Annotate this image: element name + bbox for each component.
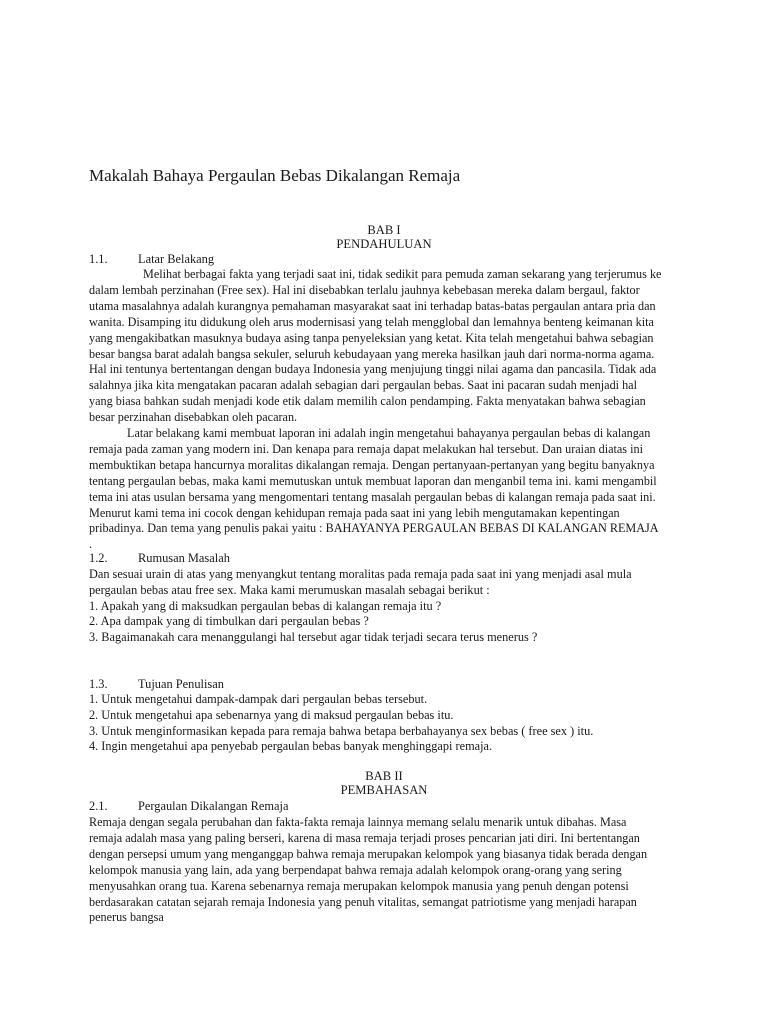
text-line: Melihat berbagai fakta yang terjadi saat ini, tidak sedikit para pemuda zaman sekarang yang terjerumus ke xyxy=(143,267,662,281)
text-line: berdasarakan catatan sejarah remaja Indonesia yang penuh vitalitas, semangat patriotisme yang menjadi harapan xyxy=(89,894,637,909)
section-heading xyxy=(89,551,230,566)
list-item: 2. Untuk mengetahui apa sebenarnya yang di maksud pergaulan bebas itu. xyxy=(89,707,454,722)
text-line: menyusahkan orang tua. Karena sebenarnya remaja merupakan kelompok manusia yang penuh dengan potensi xyxy=(89,878,629,893)
list-item: 1. Untuk mengetahui dampak-dampak dari pergaulan bebas tersebut. xyxy=(89,692,428,706)
list-item: 3. Untuk menginformasikan kepada para remaja bahwa betapa berbahayanya sex bebas ( free sex ) itu. xyxy=(89,723,594,738)
text-line: tentang pergaulan bebas, maka kami memutuskan untuk membuat laporan dan menganbil tema ini. kami mengambil xyxy=(89,473,657,488)
chapter-title: PEMBAHASAN xyxy=(340,783,428,797)
section-title: Rumusan Masalah xyxy=(138,551,230,565)
section-heading xyxy=(89,799,288,814)
text-line: dalam lembah perzinahan (Free sex). Hal ini disebabkan terlalu jauhnya kebebasan mereka dalam bergaul, faktor xyxy=(89,282,640,297)
text-line: dengan persepsi umum yang menganggap bahwa remaja merupakan kelompok yang biasanya tidak berada dengan xyxy=(89,846,648,861)
text-line: utama masalahnya adalah kurangnya pemahaman masyarakat saat ini terhadap batas-batas pergaulan antara pria dan xyxy=(89,298,656,313)
list-item: 2. Apa dampak yang di timbulkan dari pergaulan bebas ? xyxy=(89,614,369,629)
text-line: besar bangsa barat adalah bangsa sekuler, seluruh kebudayaan yang mereka hasilkan jauh dari norma-norma agama. xyxy=(89,346,655,361)
section-number: 1.1. xyxy=(89,252,108,266)
paragraph xyxy=(89,567,632,646)
text-line: penerus bangsa xyxy=(89,910,164,925)
text-line: Dan sesuai urain di atas yang menyangkut tentang moralitas pada remaja pada saat ini yang menjadi asal mula xyxy=(89,567,632,581)
text-line: kelompok manusia yang lain, ada yang berpendapat bahwa remaja adalah kelompok orang-orang yang sering xyxy=(89,862,622,877)
text-line: remaja pada zaman yang modern ini. Dan kenapa para remaja dapat melakukan hal tersebut. Dan uraian diatas ini xyxy=(89,441,643,456)
section-heading xyxy=(89,677,224,692)
text-line: wanita. Disamping itu didukung oleh arus modernisasi yang telah mengglobal dan lemahnya benteng keimanan kita xyxy=(89,314,654,329)
section-number: 1.3. xyxy=(89,677,108,691)
section-heading xyxy=(89,252,214,267)
text-line: besar perzinahan disebabkan oleh pacaran. xyxy=(89,410,298,425)
chapter-number: BAB II xyxy=(365,769,403,783)
list-item: 3. Bagaimanakah cara menanggulangi hal tersebut agar tidak terjadi secara terus menerus ? xyxy=(89,630,538,645)
text-line: pergaulan bebas atau free sex. Maka kami merumuskan masalah sebagai berikut : xyxy=(89,582,490,597)
section-title: Latar Belakang xyxy=(138,252,215,266)
section-title: Tujuan Penulisan xyxy=(138,677,224,691)
chapter-number: BAB I xyxy=(367,223,401,237)
text-line: remaja adalah masa yang paling berseri, karena di masa remaja terjadi proses pencarian jati diri. Ini bertentangan xyxy=(89,830,640,845)
paragraph xyxy=(89,426,689,553)
text-line: tema ini atas usulan bersama yang mengomentari tentang masalah pergaulan bebas di kalangan remaja pada saat ini. xyxy=(89,489,656,504)
list xyxy=(89,692,593,755)
text-line: yang mengakibatkan masuknya budaya asing tanpa penyeleksian yang ketat. Kita telah mengetahui bahwa sebagian xyxy=(89,330,654,345)
document-title: Makalah Bahaya Pergaulan Bebas Dikalangan Remaja xyxy=(89,166,461,185)
text-line: salahnya jika kita mengatakan pacaran adalah sebagian dari pergaulan bebas. Saat ini pacaran sudah menjadi hal xyxy=(89,378,637,393)
paragraph xyxy=(89,267,689,426)
chapter-title: PENDAHULUAN xyxy=(336,237,432,251)
section-title: Pergaulan Dikalangan Remaja xyxy=(138,799,289,813)
text-line: Hal ini tentunya bertentangan dengan budaya Indonesia yang menjujung tinggi nilai agama dan pancasila. Tidak ada xyxy=(89,362,657,377)
text-line: yang biasa bahkan sudah menjadi kode etik dalam memilih calon pendamping. Fakta menyatakan bahwa sebagian xyxy=(89,394,646,409)
text-line: pribadinya. Dan tema yang penulis pakai yaitu : BAHAYANYA PERGAULAN BEBAS DI KALANGAN REMAJA xyxy=(89,521,659,536)
list-item: 4. Ingin mengetahui apa penyebab pergaulan bebas banyak menghinggapi remaja. xyxy=(89,739,493,754)
text-line: membuktikan betapa hancurnya moralitas dikalangan remaja. Dengan pertanyaan-pertanyan yang begitu banyaknya xyxy=(89,457,655,472)
paragraph xyxy=(89,815,689,926)
text-line: Menurut kami tema ini cocok dengan kehidupan remaja pada saat ini yang lebih mengutamakan kepentingan xyxy=(89,505,620,520)
text-line: Remaja dengan segala perubahan dan fakta-fakta remaja lainnya memang selalu menarik untuk dibahas. Masa xyxy=(89,815,627,829)
section-number: 1.2. xyxy=(89,551,108,565)
section-number: 2.1. xyxy=(89,799,108,813)
text-line: . xyxy=(89,537,93,552)
text-line: Latar belakang kami membuat laporan ini adalah ingin mengetahui bahayanya pergaulan bebas di kalangan xyxy=(127,426,651,440)
list-item: 1. Apakah yang di maksudkan pergaulan bebas di kalangan remaja itu ? xyxy=(89,598,442,613)
